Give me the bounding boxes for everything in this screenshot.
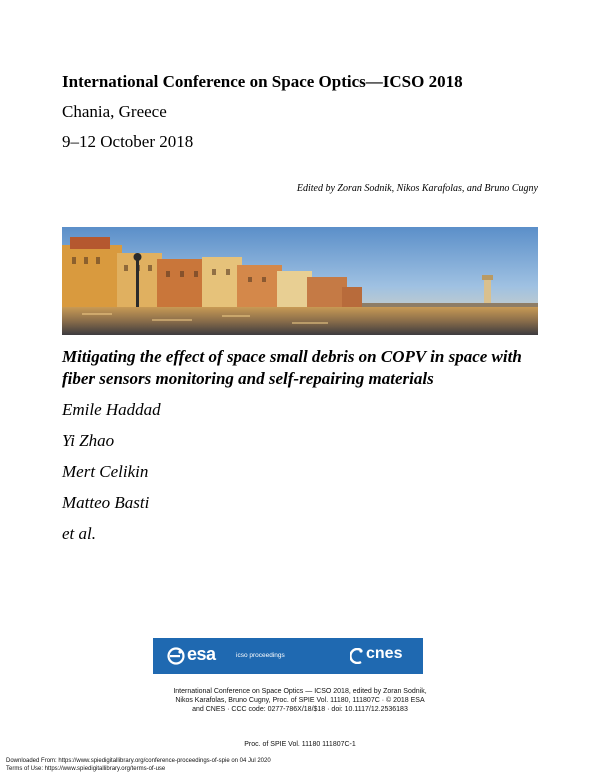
citation-line: International Conference on Space Optics — ICSO 2018, edited by Zoran Sodnik, (173, 688, 427, 695)
author-name: Yi Zhao (62, 431, 115, 450)
cnes-logo-icon (350, 648, 364, 664)
icso-proceedings-text: icso proceedings (236, 652, 285, 659)
author-et-al: et al. (62, 524, 96, 543)
conference-title: International Conference on Space Optics—ICSO 2018 (62, 72, 463, 91)
esa-logo-text: esa (187, 644, 216, 664)
terms-of-use-link[interactable]: Terms of Use: https://www.spiedigitallibrary.org/terms-of-use (6, 766, 166, 772)
author-name: Emile Haddad (62, 400, 161, 419)
page-proc-number: Proc. of SPIE Vol. 11180 111807C-1 (244, 741, 356, 748)
download-source-link[interactable]: Downloaded From: https://www.spiedigitallibrary.org/conference-proceedings-of-spie on 04 Jul 2020 (6, 758, 271, 764)
conference-location: Chania, Greece (62, 102, 167, 121)
author-name: Matteo Basti (62, 493, 150, 512)
download-notice (6, 757, 271, 773)
sponsor-logo-bar (153, 638, 423, 674)
paper-title: Mitigating the effect of space small debris on COPV in space with fiber sensors monitoring and self-repairing materials (62, 347, 522, 388)
citation-line: and CNES · CCC code: 0277-786X/18/$18 · doi: 10.1117/12.2536183 (192, 706, 408, 713)
editors-line: Edited by Zoran Sodnik, Nikos Karafolas, and Bruno Cugny (296, 183, 538, 194)
citation-footer (140, 687, 460, 714)
esa-logo-icon (167, 647, 185, 665)
harbor-photo (62, 227, 538, 335)
citation-line: Nikos Karafolas, Bruno Cugny, Proc. of SPIE Vol. 11180, 111807C · © 2018 ESA (175, 697, 425, 704)
conference-dates: 9–12 October 2018 (62, 132, 194, 151)
author-name: Mert Celikin (62, 462, 149, 481)
author-list (62, 398, 161, 553)
cnes-logo-text: cnes (366, 645, 403, 662)
